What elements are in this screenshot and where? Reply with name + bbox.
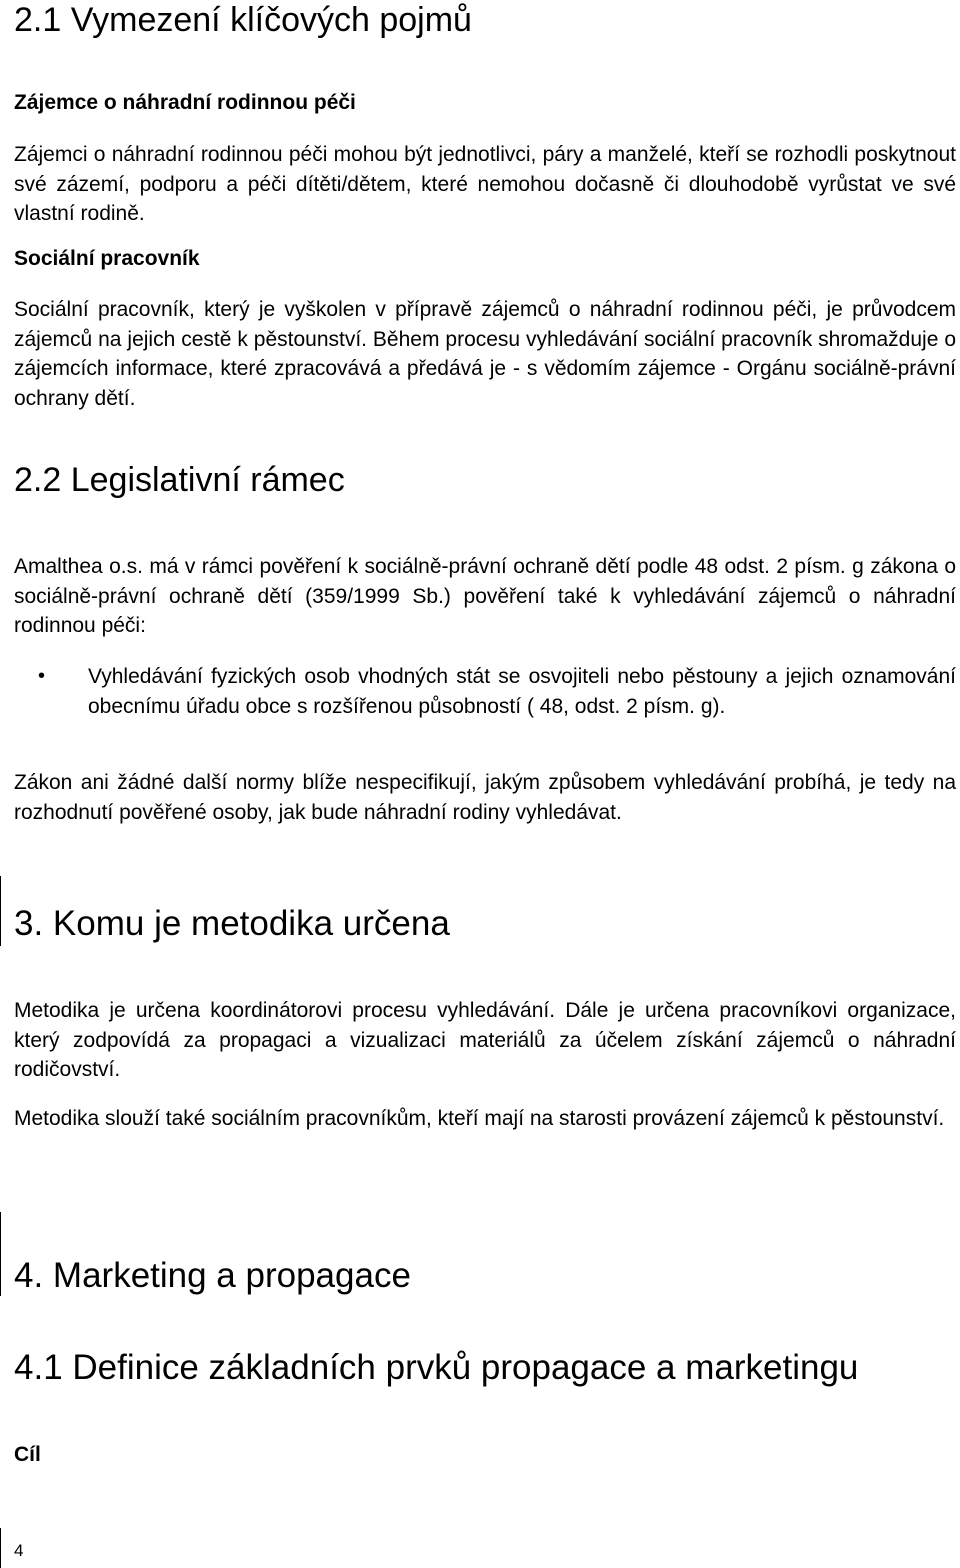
legislation-closing-paragraph: Zákon ani žádné další normy blíže nespecifikují, jakým způsobem vyhledávání probíhá, je tedy na rozhodnutí pověřené osoby, jak bude náhradní rodiny vyhledávat.	[14, 771, 956, 824]
cil-subheading: Cíl	[14, 1443, 41, 1466]
section-4-1-heading: 4.1 Definice základních prvků propagace a marketingu	[14, 1348, 859, 1387]
legislation-intro-paragraph: Amalthea o.s. má v rámci pověření k sociálně-právní ochraně dětí podle 48 odst. 2 písm. g zákona o sociálně-právní ochraně dětí (359/1999 Sb.) pověření také k vyhledávání zájemců o náhradní rodinnou péči:	[14, 555, 956, 637]
section-2-2-heading: 2.2 Legislativní rámec	[14, 461, 345, 499]
zajemce-paragraph: Zájemci o náhradní rodinnou péči mohou být jednotlivci, páry a manželé, kteří se rozhodli poskytnout své zázemí, podporu a péči dítěti/dětem, které nemohou dočasně či dlouhodobě vyrůstat ve své vlastní rodině.	[14, 143, 956, 225]
zajemce-subheading: Zájemce o náhradní rodinnou péči	[14, 91, 356, 114]
section-3-heading: 3. Komu je metodika určena	[14, 904, 450, 943]
section-2-1-heading: 2.1 Vymezení klíčových pojmů	[14, 1, 472, 39]
margin-bar	[0, 876, 1, 946]
section-3-paragraph-2: Metodika slouží také sociálním pracovníkům, kteří mají na starosti provázení zájemců k pěstounství.	[14, 1107, 945, 1130]
bullet-icon: •	[38, 665, 46, 687]
pracovnik-subheading: Sociální pracovník	[14, 247, 200, 270]
pracovnik-paragraph: Sociální pracovník, který je vyškolen v přípravě zájemců o náhradní rodinnou péči, je průvodcem zájemců na jejich cestě k pěstounství. Během procesu vyhledávání sociální pracovník shromažduje o zájemcích informace, které zpracovává a předává je - s vědomím zájemce - Orgánu sociálně-právní ochrany dětí.	[14, 298, 956, 410]
section-4-heading: 4. Marketing a propagace	[14, 1256, 411, 1295]
legislation-bullet-item: Vyhledávání fyzických osob vhodných stát se osvojiteli nebo pěstouny a jejich oznamování obecnímu úřadu obce s rozšířenou působností ( 48, odst. 2 písm. g).	[88, 665, 956, 718]
page-number: 4	[14, 1541, 24, 1560]
section-3-paragraph-1: Metodika je určena koordinátorovi procesu vyhledávání. Dále je určena pracovníkovi organizace, který zodpovídá za propagaci a vizualizaci materiálů za účelem získání zájemců o náhradní rodičovství.	[14, 999, 956, 1081]
margin-bar	[0, 1528, 1, 1568]
margin-bar	[0, 1212, 1, 1296]
